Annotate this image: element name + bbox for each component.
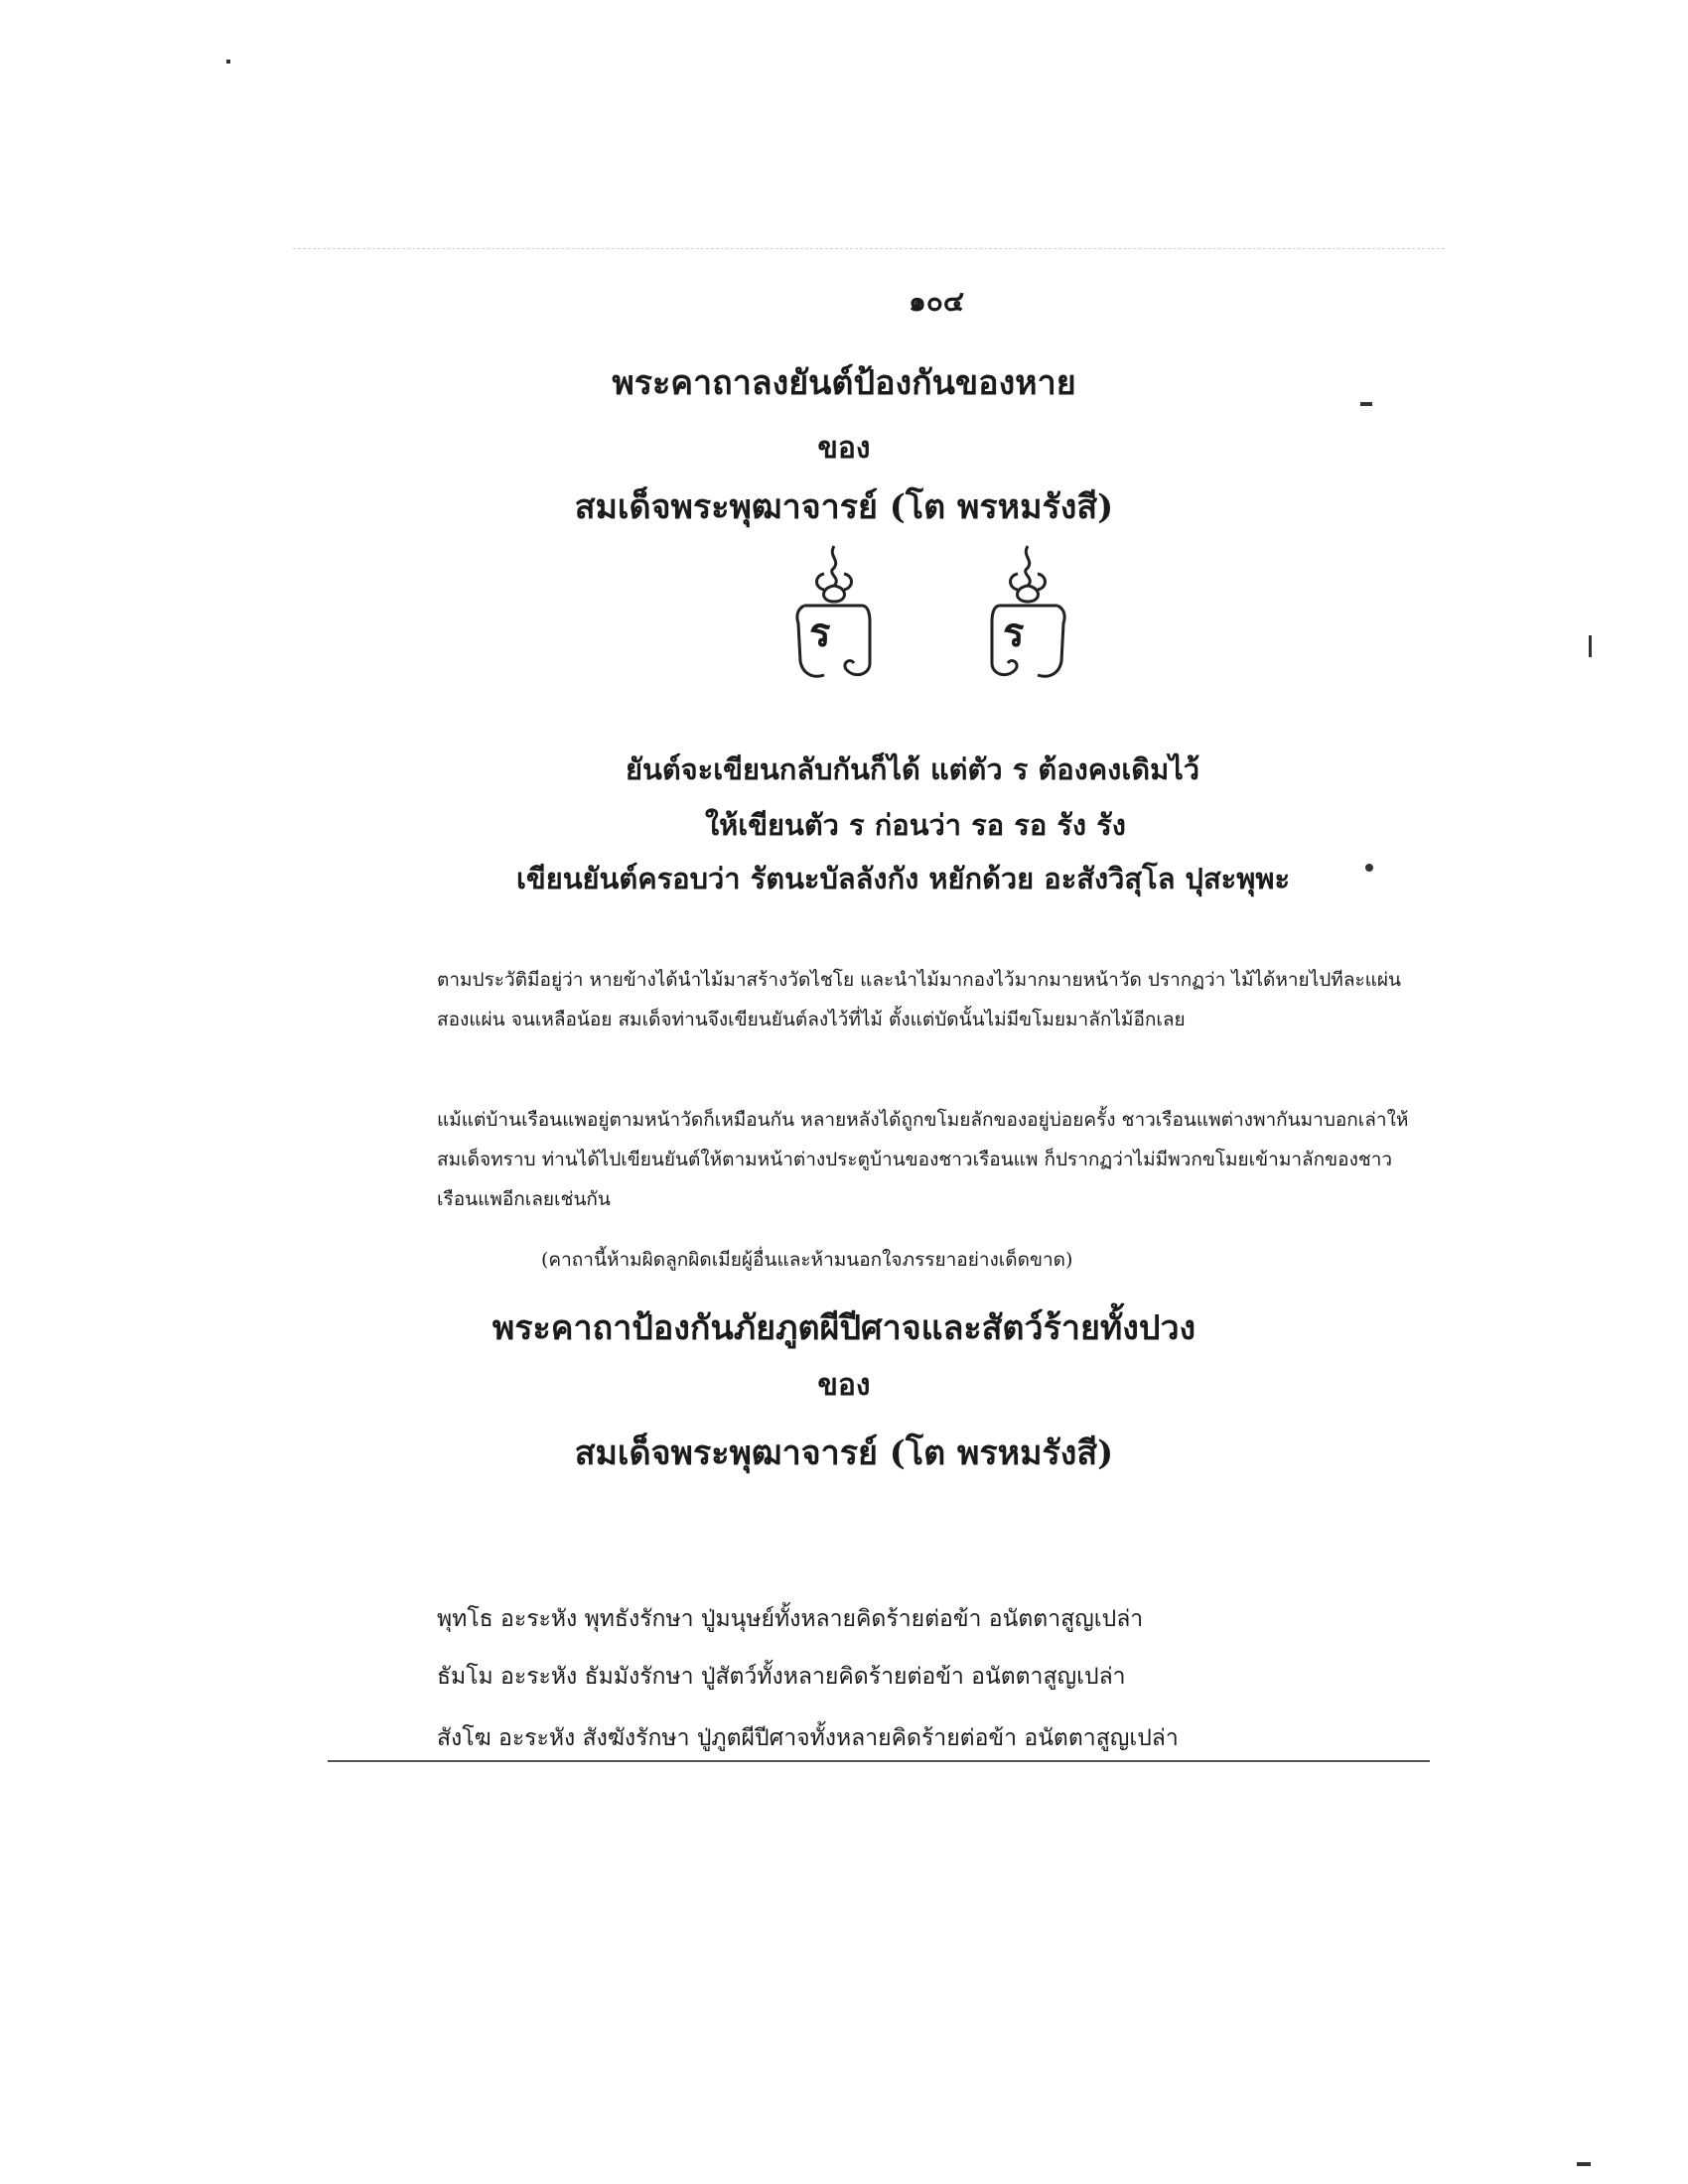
verse-buddho: พุทโธ อะระหัง พุทธังรักษา ปู่มนุษย์ทั้งหลายคิดร้ายต่อข้า อนัตตาสูญเปล่า [437,1606,1144,1632]
yantra-right-char: ร [1003,610,1025,656]
instruction-line-2: ให้เขียนตัว ร ก่อนว่า รอ รอ รัง รัง [705,808,1126,842]
scan-speck [1360,402,1372,406]
yantra-left-drawing [784,544,884,683]
section2-title-line-2: ของ [817,1368,871,1403]
title-line-3: สมเด็จพระพุฒาจารย์ (โต พรหมรังสี) [574,487,1114,527]
section2-title-line-3: สมเด็จพระพุฒาจารย์ (โต พรหมรังสี) [574,1433,1114,1473]
yantra-left [784,544,884,687]
scan-speck [1589,635,1592,657]
scan-speck [1577,2162,1591,2166]
verse-dhammo: ธัมโม อะระหัง ธัมมังรักษา ปู่สัตว์ทั้งหลายคิดร้ายต่อข้า อนัตตาสูญเปล่า [437,1664,1126,1690]
instruction-line-1: ยันต์จะเขียนกลับกันก็ได้ แต่ตัว ร ต้องคงเดิมไว้ [626,752,1200,786]
warning-note: (คาถานี้ห้ามผิดลูกผิดเมียผู้อื่นและห้ามนอกใจภรรยาอย่างเด็ดขาด) [541,1249,1073,1271]
paragraph-history: ตามประวัติมีอยู่ว่า หายข้างได้นำไม้มาสร้างวัดไชโย และนำไม้มากองไว้มากมายหน้าวัด ปรากฏว่า ไม้ได้หายไปทีละแผ่นสองแผ่น จนเหลือน้อย สมเด็จท่านจึงเขียนยันต์ลงไว้ที่ไม้ ตั้งแต่บัดนั้นไม่มีขโมยมาลักไม้อีกเลย [437,969,1402,1030]
title-line-1: พระคาถาลงยันต์ป้องกันของหาย [612,363,1076,403]
bottom-rule [328,1760,1430,1762]
instruction-line-3: เขียนยันต์ครอบว่า รัตนะบัลลังกัง หยักด้วย อะสังวิสุโล ปุสะพุพะ [516,862,1291,895]
page-number: ๑๐๔ [909,285,965,318]
verse-sangho: สังโฆ อะระหัง สังฆังรักษา ปู่ภูตผีปีศาจทั้งหลายคิดร้ายต่อข้า อนัตตาสูญเปล่า [437,1725,1179,1751]
title-line-2: ของ [817,431,871,466]
yantra-right [978,544,1077,687]
paragraph-houseboats: แม้แต่บ้านเรือนแพอยู่ตามหน้าวัดก็เหมือนกัน หลายหลังได้ถูกขโมยลักของอยู่บ่อยครั้ง ชาวเรือนแพต่างพากันมาบอกเล่าให้สมเด็จทราบ ท่านได้ไปเขียนยันต์ให้ตามหน้าต่างประตูบ้านของชาวเรือนแพ ก็ปรากฏว่าไม่มีพวกขโมยเข้ามาลักของชาวเรือนแพอีกเลยเช่นกัน [437,1109,1409,1210]
scan-speck [1365,864,1373,872]
yantra-left-char: ร [809,610,831,656]
section2-title-line-1: พระคาถาป้องกันภัยภูตผีปีศาจและสัตว์ร้ายทั้งปวง [492,1308,1196,1348]
yantra-right-drawing [978,544,1077,683]
scan-speck [226,60,230,64]
